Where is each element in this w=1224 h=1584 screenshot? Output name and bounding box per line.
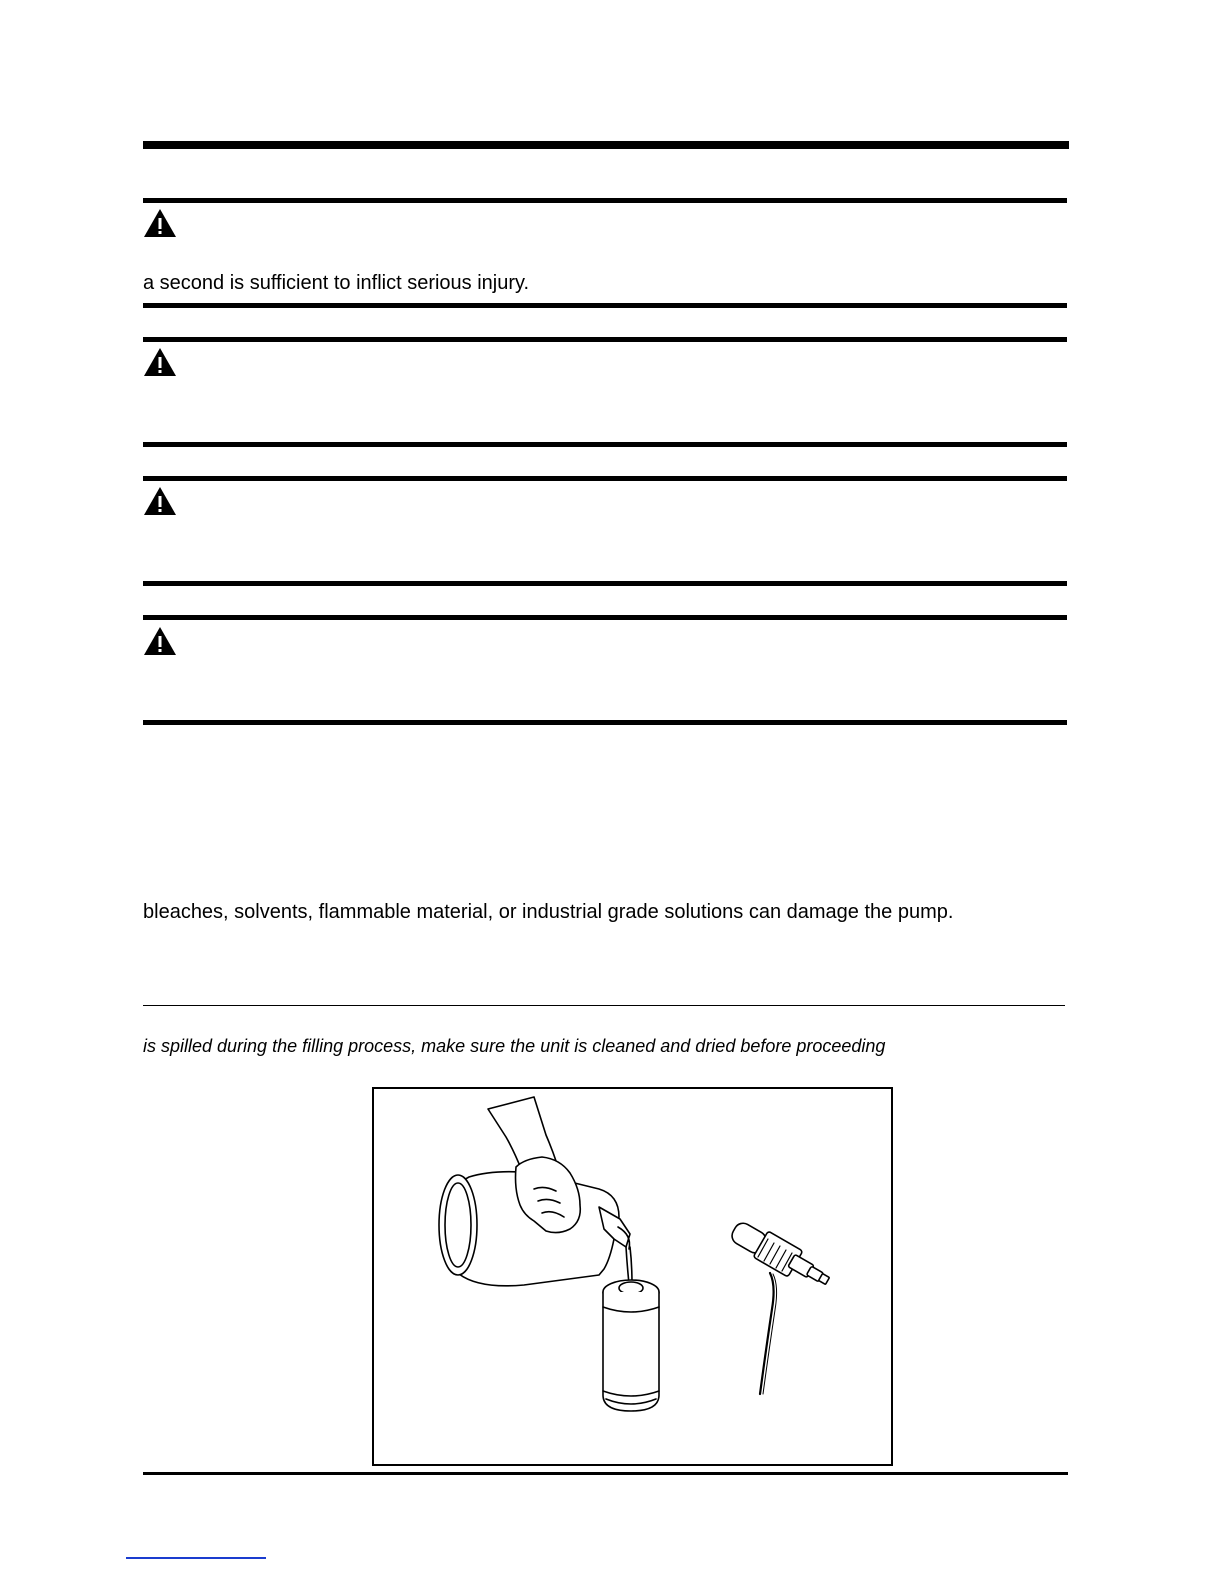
- warning-triangle-icon: [143, 347, 177, 377]
- warning-1-bottom-rule: [143, 303, 1067, 308]
- warning-triangle-icon: [143, 486, 177, 516]
- warning-triangle-icon: [143, 626, 177, 656]
- warning-4-top-rule: [143, 615, 1067, 620]
- spill-note-text: is spilled during the filling process, make sure the unit is cleaned and dried before proceeding: [143, 1036, 886, 1056]
- warning-1-text: a second is sufficient to inflict serious injury.: [143, 272, 530, 294]
- warning-2-top-rule: [143, 337, 1067, 342]
- pour-stream: [626, 1247, 629, 1284]
- warning-2-bottom-rule: [143, 442, 1067, 447]
- header-rule: [143, 141, 1069, 149]
- warning-4-bottom-rule: [143, 720, 1067, 725]
- warning-3-top-rule: [143, 476, 1067, 481]
- footer-rule: [143, 1472, 1068, 1475]
- note-rule: [143, 1005, 1065, 1006]
- filling-illustration: [374, 1089, 891, 1464]
- chemicals-caution-text: bleaches, solvents, flammable material, or industrial grade solutions can damage the pump.: [143, 901, 954, 923]
- warning-3-bottom-rule: [143, 581, 1067, 586]
- filling-figure: [372, 1087, 893, 1466]
- warning-triangle-icon: [143, 208, 177, 238]
- spray-wand: [729, 1220, 830, 1394]
- footer-link-underline[interactable]: [126, 1557, 266, 1559]
- warning-1-top-rule: [143, 198, 1067, 203]
